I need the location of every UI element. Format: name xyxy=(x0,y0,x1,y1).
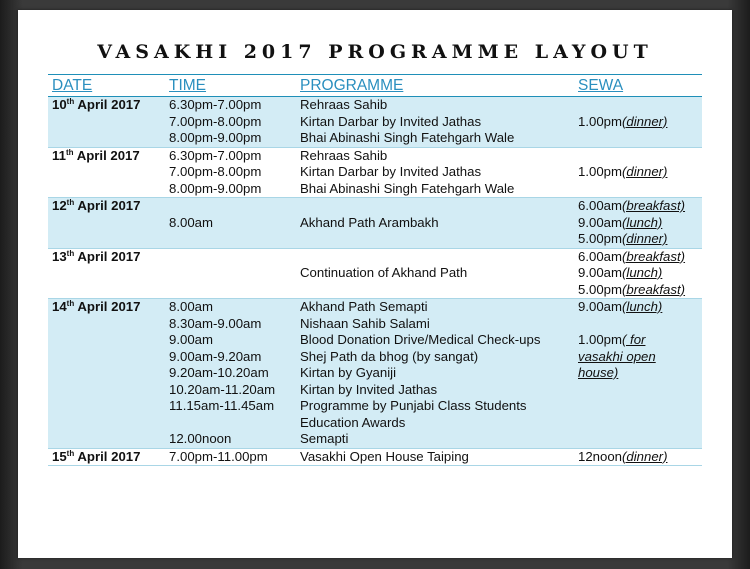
date-month-year: April 2017 xyxy=(74,198,141,213)
row-line xyxy=(48,130,702,147)
table-header-row xyxy=(48,74,702,97)
header-sewa: SEWA xyxy=(578,77,624,94)
date-month-year: April 2017 xyxy=(74,299,141,314)
table-row xyxy=(48,449,702,467)
row-line xyxy=(48,382,702,399)
sewa-time: 1.00pm xyxy=(578,113,622,129)
row-date xyxy=(52,249,140,266)
row-programme: Bhai Abinashi Singh Fatehgarh Wale xyxy=(300,130,515,145)
date-suffix: th xyxy=(65,147,74,157)
row-line xyxy=(48,97,702,114)
date-suffix: th xyxy=(66,198,75,207)
row-sewa xyxy=(578,164,667,181)
sewa-time: 5.00pm xyxy=(578,281,622,297)
row-time: 8.00am xyxy=(169,214,213,230)
row-line xyxy=(48,415,702,432)
sewa-meal: (breakfast) xyxy=(622,198,686,213)
date-suffix: th xyxy=(66,97,75,106)
row-line xyxy=(48,231,702,248)
table-row xyxy=(48,198,702,249)
row-line xyxy=(48,181,702,198)
row-time: 7.00pm-8.00pm xyxy=(169,113,262,129)
date-suffix: th xyxy=(66,299,75,308)
header-date: DATE xyxy=(52,77,93,94)
row-date xyxy=(52,198,140,215)
row-line xyxy=(48,316,702,333)
row-line xyxy=(48,148,702,165)
sewa-meal: (breakfast) xyxy=(622,248,686,264)
date-day: 13 xyxy=(52,248,67,264)
row-sewa xyxy=(578,215,662,232)
row-time: 6.30pm-7.00pm xyxy=(169,147,262,163)
table-row xyxy=(48,249,702,300)
row-sewa xyxy=(578,265,662,282)
row-time: 8.00am xyxy=(169,299,213,314)
sewa-meal: (dinner) xyxy=(622,448,668,464)
row-programme: Shej Path da bhog (by sangat) xyxy=(300,348,479,364)
sewa-meal: (breakfast) xyxy=(622,281,686,297)
date-day: 11 xyxy=(52,147,66,163)
row-sewa xyxy=(578,198,685,215)
table-row xyxy=(48,299,702,449)
row-programme: Kirtan by Invited Jathas xyxy=(300,381,438,397)
sewa-meal: house) xyxy=(578,365,619,380)
row-sewa xyxy=(578,114,667,131)
row-line xyxy=(48,249,702,266)
row-line xyxy=(48,349,702,366)
table-row xyxy=(48,97,702,148)
row-programme: Vasakhi Open House Taiping xyxy=(300,448,469,464)
row-line xyxy=(48,299,702,316)
row-time: 9.00am xyxy=(169,332,213,347)
row-sewa xyxy=(578,365,618,382)
sewa-time: 9.00am xyxy=(578,214,622,230)
row-line xyxy=(48,332,702,349)
date-suffix: th xyxy=(66,248,75,258)
row-time: 9.20am-10.20am xyxy=(169,365,269,380)
row-time: 7.00pm-11.00pm xyxy=(169,448,268,464)
row-programme: Bhai Abinashi Singh Fatehgarh Wale xyxy=(300,180,515,196)
sewa-meal: (lunch) xyxy=(622,265,663,280)
sewa-time: 1.00pm xyxy=(578,164,622,179)
date-day: 15 xyxy=(52,448,67,464)
row-date xyxy=(52,97,140,114)
sewa-time: 6.00am xyxy=(578,248,622,264)
row-programme: Programme by Punjabi Class Students xyxy=(300,398,527,413)
sewa-time: 5.00pm xyxy=(578,231,622,246)
date-day: 14 xyxy=(52,299,67,314)
row-time: 8.30am-9.00am xyxy=(169,315,262,331)
row-programme: Nishaan Sahib Salami xyxy=(300,315,430,331)
date-month-year: April 2017 xyxy=(74,448,141,464)
row-sewa xyxy=(578,449,667,466)
row-sewa xyxy=(578,349,656,366)
sewa-time: 1.00pm xyxy=(578,332,622,347)
row-programme: Kirtan Darbar by Invited Jathas xyxy=(300,113,482,129)
row-line xyxy=(48,431,702,448)
row-programme: Continuation of Akhand Path xyxy=(300,265,468,280)
row-programme: Rehraas Sahib xyxy=(300,97,388,112)
programme-table xyxy=(48,74,702,466)
row-programme: Kirtan Darbar by Invited Jathas xyxy=(300,164,482,179)
document-page xyxy=(18,10,732,558)
row-sewa xyxy=(578,249,685,266)
sewa-meal: (lunch) xyxy=(622,214,663,230)
row-date xyxy=(52,148,140,165)
table-body xyxy=(48,97,702,466)
row-time: 11.15am-11.45am xyxy=(169,398,275,413)
row-programme: Education Awards xyxy=(300,414,406,430)
document-title: VASAKHI 2017 PROGRAMME LAYOUT xyxy=(97,41,653,63)
row-line xyxy=(48,198,702,215)
row-time: 8.00pm-9.00pm xyxy=(169,180,262,196)
row-programme: Rehraas Sahib xyxy=(300,147,388,163)
header-programme: PROGRAMME xyxy=(300,77,404,94)
sewa-time: 6.00am xyxy=(578,198,622,213)
row-time: 7.00pm-8.00pm xyxy=(169,164,262,179)
row-sewa xyxy=(578,332,645,349)
sewa-meal: (dinner) xyxy=(622,113,668,129)
row-time: 8.00pm-9.00pm xyxy=(169,130,262,145)
row-line xyxy=(48,215,702,232)
row-programme: Blood Donation Drive/Medical Check-ups xyxy=(300,332,541,347)
sewa-time: 9.00am xyxy=(578,265,622,280)
row-line xyxy=(48,265,702,282)
date-day: 10 xyxy=(52,97,67,112)
row-line xyxy=(48,164,702,181)
row-programme: Akhand Path Arambakh xyxy=(300,214,439,230)
row-programme: Semapti xyxy=(300,431,349,446)
sewa-meal: (dinner) xyxy=(622,231,668,246)
row-line xyxy=(48,114,702,131)
row-sewa xyxy=(578,231,667,248)
date-month-year: April 2017 xyxy=(74,248,141,264)
date-day: 12 xyxy=(52,198,67,213)
sewa-time: 12noon xyxy=(578,448,623,464)
row-line xyxy=(48,365,702,382)
row-time: 6.30pm-7.00pm xyxy=(169,97,262,112)
row-programme: Kirtan by Gyaniji xyxy=(300,365,397,380)
row-date xyxy=(52,449,140,466)
row-line xyxy=(48,398,702,415)
header-time: TIME xyxy=(169,77,207,94)
date-month-year: April 2017 xyxy=(73,147,140,163)
sewa-meal: ( for xyxy=(622,332,646,347)
row-time: 12.00noon xyxy=(169,431,232,446)
table-row xyxy=(48,148,702,199)
row-time: 9.00am-9.20am xyxy=(169,348,262,364)
sewa-meal: vasakhi open xyxy=(578,348,656,364)
row-programme: Akhand Path Semapti xyxy=(300,299,428,314)
row-date xyxy=(52,299,140,316)
date-suffix: th xyxy=(66,448,75,458)
row-sewa xyxy=(578,299,662,316)
date-month-year: April 2017 xyxy=(74,97,141,112)
sewa-meal: (lunch) xyxy=(622,299,663,314)
row-line xyxy=(48,449,702,466)
sewa-meal: (dinner) xyxy=(622,164,668,179)
row-line xyxy=(48,282,702,299)
row-sewa xyxy=(578,282,685,299)
sewa-time: 9.00am xyxy=(578,299,622,314)
row-time: 10.20am-11.20am xyxy=(169,381,276,397)
